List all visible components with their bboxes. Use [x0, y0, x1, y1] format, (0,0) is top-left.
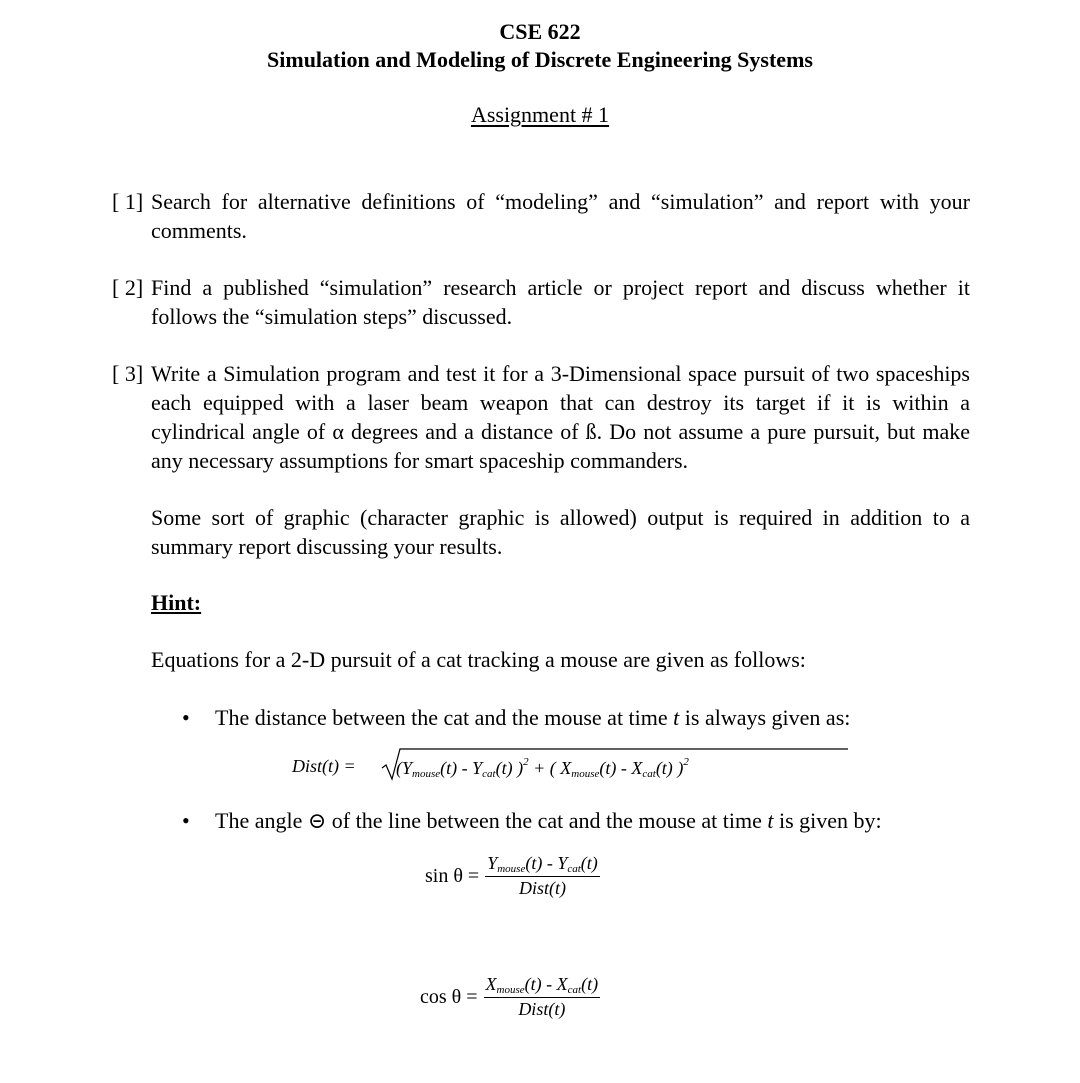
cosine-denominator: Dist(t): [518, 999, 566, 1019]
bullet-text: The angle ⊝ of the line between the cat and the mouse at time t is given by:: [215, 808, 882, 833]
sine-fraction: [485, 853, 600, 899]
course-code: CSE 622: [499, 19, 581, 44]
sine-formula: [425, 853, 600, 899]
question-text: Search for alternative definitions of “modeling” and “simulation” and report with your comments.: [151, 189, 970, 243]
question-number: [ 1]: [112, 189, 144, 214]
cosine-formula: [420, 974, 600, 1020]
cosine-label: cos θ =: [420, 985, 478, 1008]
question-1: [112, 187, 970, 245]
cosine-fraction: [484, 974, 601, 1020]
sine-label: sin θ =: [425, 864, 480, 887]
question-number: [ 3]: [112, 361, 144, 386]
cosine-numerator: $X_{mouse}(t) - X_{cat}(t)$: [485, 974, 599, 996]
question-number: [ 2]: [112, 275, 144, 300]
bullet-distance: [182, 703, 982, 732]
bullet-angle: [182, 806, 982, 835]
distance-radicand: $(Y_{mouse}(t) - Y_{cat}(t) )^2$ + ( $X_{mouse}(t) - X_{cat}(t)$ )$^2$: [396, 756, 689, 780]
question-text: Find a published “simulation” research article or project report and discuss whether it follows the “simulation steps” discussed.: [151, 275, 970, 329]
equations-intro: Equations for a 2-D pursuit of a cat tracking a mouse are given as follows:: [151, 647, 806, 672]
question-2: [112, 273, 970, 331]
bullet-text: The distance between the cat and the mouse at time t is always given as:: [215, 705, 851, 730]
question-3: [112, 359, 970, 475]
graphic-output-paragraph: Some sort of graphic (character graphic is allowed) output is required in addition to a summary report discussing your results.: [151, 505, 970, 559]
bullet-dot-icon: •: [182, 808, 190, 833]
course-title: Simulation and Modeling of Discrete Engineering Systems: [267, 47, 813, 72]
sine-numerator: $Y_{mouse}(t) - Y_{cat}(t)$: [487, 853, 598, 875]
question-text: Write a Simulation program and test it for a 3-Dimensional space pursuit of two spaceships each equipped with a laser beam weapon that can destroy its target if it is within a cylindrical angle of α degrees and a distance of ß. Do not assume a pure pursuit, but make any necessary assumptions for smart spaceship commanders.: [151, 361, 970, 473]
hint-heading: Hint:: [151, 590, 202, 615]
assignment-heading: [0, 101, 1080, 129]
sine-denominator: Dist(t): [519, 878, 566, 898]
bullet-dot-icon: •: [182, 705, 190, 730]
assignment-title: Assignment # 1: [470, 102, 610, 127]
distance-lhs: Dist(t) =: [292, 756, 356, 776]
